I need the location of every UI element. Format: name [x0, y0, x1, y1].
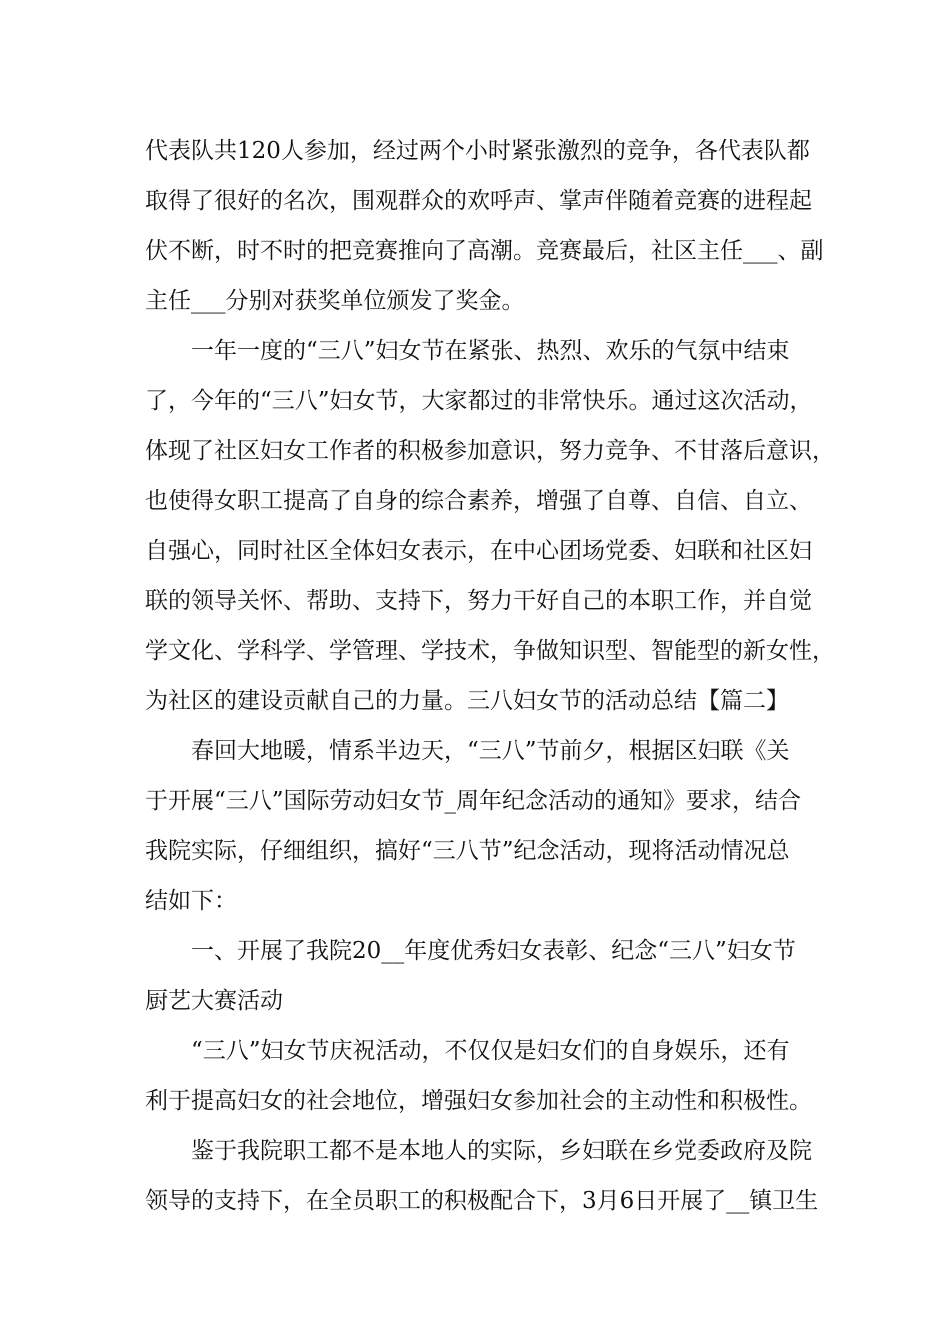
- paragraph-line: “三八”妇女节庆祝活动，不仅仅是妇女们的自身娱乐，还有: [191, 1038, 790, 1064]
- paragraph-line: 为社区的建设贡献自己的力量。三八妇女节的活动总结【篇二】: [145, 688, 789, 714]
- paragraph-line: 我院实际，仔细组织，搞好“三八节”纪念活动，现将活动情况总: [145, 838, 790, 864]
- paragraph-line: 代表队共120人参加，经过两个小时紧张激烈的竞争，各代表队都: [145, 138, 810, 164]
- paragraph-line: 取得了很好的名次，围观群众的欢呼声、掌声伴随着竞赛的进程起: [145, 188, 812, 214]
- paragraph-line: 了，今年的“三八”妇女节，大家都过的非常快乐。通过这次活动，: [145, 388, 813, 414]
- paragraph-line: 春回大地暖，情系半边天，“三八”节前夕，根据区妇联《关: [191, 738, 790, 764]
- section-heading-line: 厨艺大赛活动: [145, 988, 283, 1014]
- section-heading-line: 一、开展了我院20__年度优秀妇女表彰、纪念“三八”妇女节: [191, 938, 796, 964]
- paragraph-line: 鉴于我院职工都不是本地人的实际，乡妇联在乡党委政府及院: [191, 1138, 812, 1164]
- paragraph-line: 联的领导关怀、帮助、支持下，努力干好自己的本职工作，并自觉: [145, 588, 812, 614]
- paragraph-line: 于开展“三八”国际劳动妇女节_周年纪念活动的通知》要求，结合: [145, 788, 802, 814]
- paragraph-line: 学文化、学科学、学管理、学技术，争做知识型、智能型的新女性，: [145, 638, 835, 664]
- paragraph-line: 伏不断，时不时的把竞赛推向了高潮。竞赛最后，社区主任___、副: [145, 238, 824, 264]
- paragraph-line: 主任___分别对获奖单位颁发了奖金。: [145, 288, 525, 314]
- paragraph-line: 结如下：: [145, 888, 237, 914]
- paragraph-line: 自强心，同时社区全体妇女表示，在中心团场党委、妇联和社区妇: [145, 538, 812, 564]
- paragraph-line: 体现了社区妇女工作者的积极参加意识，努力竞争、不甘落后意识，: [145, 438, 835, 464]
- paragraph-line: 领导的支持下，在全员职工的积极配合下，3月6日开展了__镇卫生: [145, 1188, 819, 1214]
- paragraph-line: 利于提高妇女的社会地位，增强妇女参加社会的主动性和积极性。: [145, 1088, 812, 1114]
- paragraph-line: 一年一度的“三八”妇女节在紧张、热烈、欢乐的气氛中结束: [191, 338, 790, 364]
- paragraph-line: 也使得女职工提高了自身的综合素养，增强了自尊、自信、自立、: [145, 488, 812, 514]
